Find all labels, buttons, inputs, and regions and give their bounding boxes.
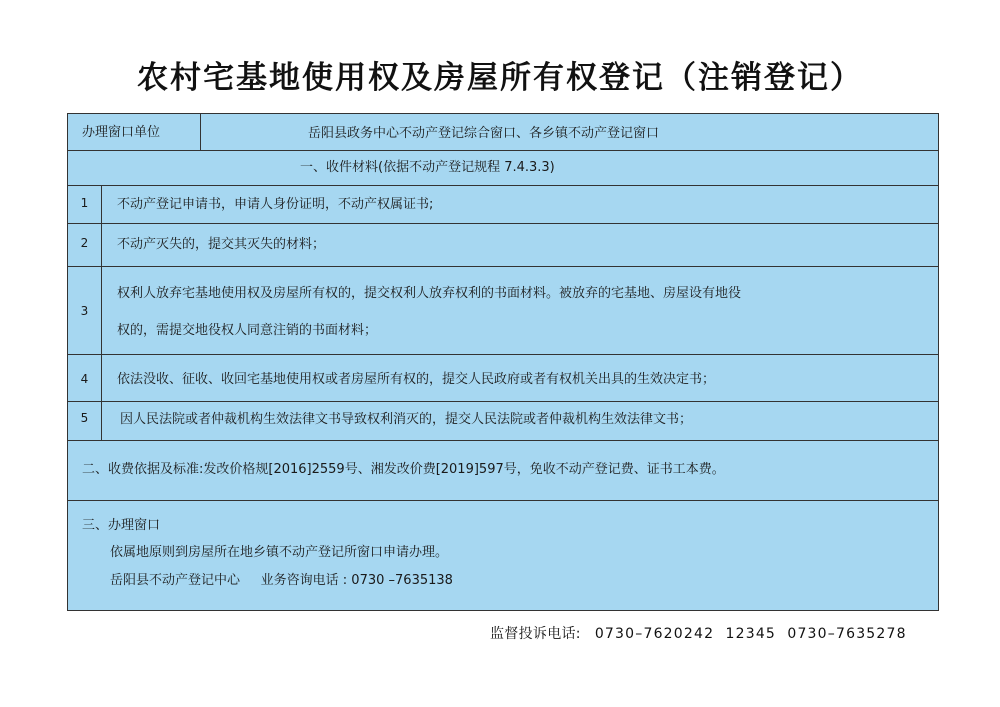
office-heading: 三、办理窗口 bbox=[82, 518, 161, 533]
item-number: 2 bbox=[80, 236, 89, 250]
column-divider bbox=[101, 185, 102, 440]
material-item: 因人民法院或者仲裁机构生效法律文书导致权利消灭的，提交人民法院或者仲裁机构生效法律文书； bbox=[120, 412, 693, 427]
column-divider bbox=[200, 114, 201, 150]
materials-heading: 一、收件材料(依据不动产登记规程 7.4.3.3) bbox=[300, 160, 555, 175]
hotline-numbers: 0730–7620242 12345 0730–7635278 bbox=[594, 626, 907, 642]
hotline-label: 监督投诉电话: bbox=[490, 626, 581, 642]
row-divider bbox=[68, 266, 938, 267]
item-number: 3 bbox=[80, 304, 89, 318]
item-number: 4 bbox=[80, 372, 89, 386]
material-item: 不动产登记申请书，申请人身份证明，不动产权属证书; bbox=[117, 197, 434, 212]
material-item-line: 权的，需提交地役权人同意注销的书面材料； bbox=[117, 323, 378, 338]
complaint-hotline bbox=[490, 623, 907, 643]
registration-table bbox=[67, 113, 939, 611]
row-divider bbox=[68, 223, 938, 224]
row-divider bbox=[68, 500, 938, 501]
window-unit-label: 办理窗口单位 bbox=[82, 125, 161, 140]
window-unit-value: 岳阳县政务中心不动产登记综合窗口、各乡镇不动产登记窗口 bbox=[308, 126, 660, 141]
item-number: 1 bbox=[80, 196, 89, 210]
item-number: 5 bbox=[80, 411, 89, 425]
row-divider bbox=[68, 185, 938, 186]
page-title: 农村宅基地使用权及房屋所有权登记（注销登记） bbox=[137, 60, 863, 96]
row-divider bbox=[68, 440, 938, 441]
office-instruction: 依属地原则到房屋所在地乡镇不动产登记所窗口申请办理。 bbox=[110, 545, 449, 560]
material-item: 不动产灭失的，提交其灭失的材料； bbox=[117, 237, 326, 252]
row-divider bbox=[68, 401, 938, 402]
material-item-line: 权利人放弃宅基地使用权及房屋所有权的，提交权利人放弃权利的书面材料。被放弃的宅基地、房屋设有地役 bbox=[117, 286, 742, 301]
row-divider bbox=[68, 150, 938, 151]
office-contact: 岳阳县不动产登记中心 业务咨询电话 : 0730 –7635138 bbox=[110, 573, 453, 588]
material-item: 依法没收、征收、收回宅基地使用权或者房屋所有权的，提交人民政府或者有权机关出具的生效决定书； bbox=[117, 372, 716, 387]
row-divider bbox=[68, 354, 938, 355]
fee-standard: 二、收费依据及标准:发改价格规[2016]2559号、湘发改价费[2019]597号，免收不动产登记费、证书工本费。 bbox=[82, 462, 725, 477]
